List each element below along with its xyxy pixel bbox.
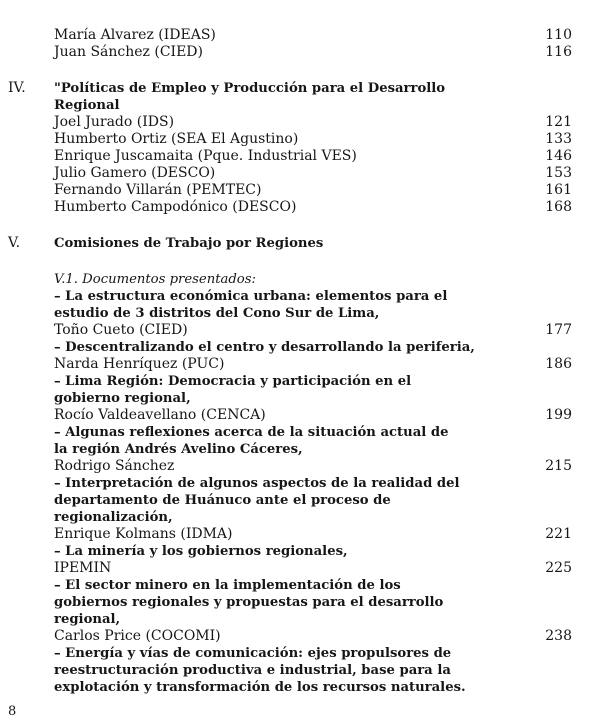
toc-entry-author: Enrique Juscamaita (Pque. Industrial VES)	[54, 148, 357, 164]
document-title-line: – Energía y vías de comunicación: ejes propulsores de	[54, 646, 452, 661]
toc-page-number: 215	[545, 458, 572, 474]
toc-entry-author: Humberto Campodónico (DESCO)	[54, 199, 297, 215]
document-title-line: – Algunas reflexiones acerca de la situación actual de	[54, 425, 449, 440]
document-author: Narda Henríquez (PUC)	[54, 356, 225, 372]
toc-page-number: 225	[545, 560, 572, 576]
document-title-line: estudio de 3 distritos del Cono Sur de Lima,	[54, 306, 380, 321]
document-title-line: regionalización,	[54, 510, 173, 525]
toc-page-number: 146	[545, 148, 572, 164]
toc-entry-author: Humberto Ortiz (SEA El Agustino)	[54, 131, 299, 147]
document-title-line: – Descentralizando el centro y desarrollando la periferia,	[54, 340, 475, 355]
toc-page-number: 221	[545, 526, 572, 542]
section-title: Regional	[54, 98, 120, 113]
document-title-line: regional,	[54, 612, 121, 627]
toc-page-number: 153	[545, 165, 572, 181]
toc-page-number: 133	[545, 131, 572, 147]
toc-entry-author: Fernando Villarán (PEMTEC)	[54, 182, 262, 198]
toc-page-number: 121	[545, 114, 572, 130]
toc-entry-author: Juan Sánchez (CIED)	[54, 44, 203, 60]
toc-page-number: 186	[545, 356, 572, 372]
page-number: 8	[8, 704, 17, 719]
document-author: Enrique Kolmans (IDMA)	[54, 526, 233, 542]
document-title-line: – La estructura económica urbana: elementos para el	[54, 289, 448, 304]
section-numeral: V.	[8, 235, 21, 251]
document-title-line: reestructuración productiva e industrial, base para la	[54, 663, 451, 678]
document-title-line: – Lima Región: Democracia y participación en el	[54, 374, 412, 389]
document-title-line: la región Andrés Avelino Cáceres,	[54, 442, 303, 457]
document-title-line: – El sector minero en la implementación de los	[54, 578, 401, 593]
toc-page-number: 116	[545, 44, 572, 60]
document-author: IPEMIN	[54, 560, 112, 576]
toc-page-number: 168	[545, 199, 572, 215]
section-title: Comisiones de Trabajo por Regiones	[54, 236, 324, 251]
toc-page-number: 161	[545, 182, 572, 198]
document-author: Rodrigo Sánchez	[54, 458, 175, 474]
section-numeral: IV.	[8, 80, 26, 96]
document-author: Rocío Valdeavellano (CENCA)	[54, 407, 266, 423]
document-title-line: gobiernos regionales y propuestas para el desarrollo	[54, 595, 444, 610]
section-title: "Políticas de Empleo y Producción para el Desarrollo	[54, 81, 446, 96]
document-author: Carlos Price (COCOMI)	[54, 628, 221, 644]
toc-page-number: 238	[545, 628, 572, 644]
toc-page-number: 177	[545, 322, 572, 338]
document-title-line: explotación y transformación de los recursos naturales.	[54, 680, 466, 695]
document-title-line: – Interpretación de algunos aspectos de la realidad del	[54, 476, 460, 491]
toc-entry-author: Joel Jurado (IDS)	[54, 114, 175, 130]
document-title-line: – La minería y los gobiernos regionales,	[54, 544, 348, 559]
toc-page-number: 199	[545, 407, 572, 423]
document-title-line: departamento de Huánuco ante el proceso de	[54, 493, 391, 508]
subsection-heading: V.1. Documentos presentados:	[54, 272, 256, 287]
toc-page-number: 110	[545, 27, 572, 43]
toc-entry-author: Julio Gamero (DESCO)	[54, 165, 216, 181]
toc-entry-author: María Alvarez (IDEAS)	[54, 27, 216, 43]
document-author: Toño Cueto (CIED)	[54, 322, 188, 338]
document-title-line: gobierno regional,	[54, 391, 191, 406]
